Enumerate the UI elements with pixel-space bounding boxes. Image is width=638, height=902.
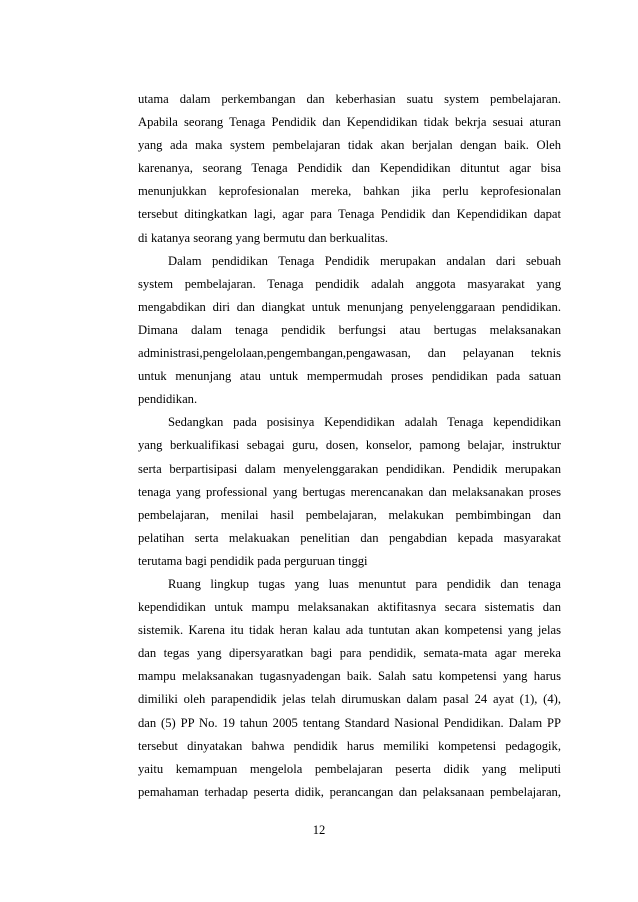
paragraph [138,411,561,573]
paragraph [138,88,561,250]
text-line: dan (5) PP No. 19 tahun 2005 tentang Standard Nasional Pendidikan. Dalam PP [138,715,561,730]
text-line: yang berkualifikasi sebagai guru, dosen, konselor, pamong belajar, instruktur [138,438,561,453]
text-line: terutama bagi pendidik pada perguruan tinggi [138,553,368,568]
text-line: dimiliki oleh parapendidik jelas telah dirumuskan dalam pasal 24 ayat (1), (4), [138,692,561,707]
text-line: karenanya, seorang Tenaga Pendidik dan Kependidikan dituntut agar bisa [138,161,561,176]
text-line: sistemik. Karena itu tidak heran kalau ada tuntutan akan kompetensi yang jelas [138,623,561,638]
text-line: administrasi,pengelolaan,pengembangan,pengawasan, dan pelayanan teknis [138,346,561,361]
text-line: yaitu kemampuan mengelola pembelajaran peserta didik yang meliputi [138,761,561,776]
text-line: pelatihan serta melakuakan penelitian dan pengabdian kepada masyarakat [138,530,561,545]
paragraph [138,250,561,412]
text-line: Sedangkan pada posisinya Kependidikan adalah Tenaga kependidikan [168,415,561,430]
text-line: Apabila seorang Tenaga Pendidik dan Kependidikan tidak bekrja sesuai aturan [138,115,561,130]
text-line: di katanya seorang yang bermutu dan berkualitas. [138,230,389,245]
text-line: Dimana dalam tenaga pendidik berfungsi atau bertugas melaksanakan [138,322,561,337]
text-line: yang ada maka system pembelajaran tidak akan berjalan dengan baik. Oleh [138,138,561,153]
text-line: dan tegas yang dipersyaratkan bagi para pendidik, semata-mata agar mereka [138,646,561,661]
text-line: mampu melaksanakan tugasnyadengan baik. Salah satu kompetensi yang harus [138,669,561,684]
text-line: utama dalam perkembangan dan keberhasian suatu system pembelajaran. [138,92,561,106]
text-line: tersebut dinyatakan bahwa pendidik harus memiliki kompetensi pedagogik, [138,738,561,753]
text-line: untuk menunjang atau untuk mempermudah proses pendidikan pada satuan [138,369,561,384]
text-line: tersebut ditingkatkan lagi, agar para Tenaga Pendidik dan Kependidikan dapat [138,207,561,222]
paragraph [138,573,561,804]
text-line: kependidikan untuk mampu melaksanakan aktifitasnya secara sistematis dan [138,600,561,615]
body-text [138,88,561,804]
text-line: pendidikan. [138,392,198,407]
text-line: serta berpartisipasi dalam menyelenggarakan pendidikan. Pendidik merupakan [138,461,561,476]
text-line: pemahaman terhadap peserta didik, perancangan dan pelaksanaan pembelajaran, [138,784,561,799]
text-line: tenaga yang professional yang bertugas merencanakan dan melaksanakan proses [138,484,561,499]
text-line: system pembelajaran. Tenaga pendidik adalah anggota masyarakat yang [138,276,561,291]
text-line: mengabdikan diri dan diangkat untuk menunjang penyelenggaraan pendidikan. [138,299,561,314]
text-line: menunjukkan keprofesionalan mereka, bahkan jika perlu keprofesionalan [138,184,561,199]
text-line: pembelajaran, menilai hasil pembelajaran, melakukan pembimbingan dan [138,507,561,522]
page-number: 12 [312,823,326,837]
text-line: Dalam pendidikan Tenaga Pendidik merupakan andalan dari sebuah [168,253,561,268]
text-line: Ruang lingkup tugas yang luas menuntut para pendidik dan tenaga [168,576,561,591]
